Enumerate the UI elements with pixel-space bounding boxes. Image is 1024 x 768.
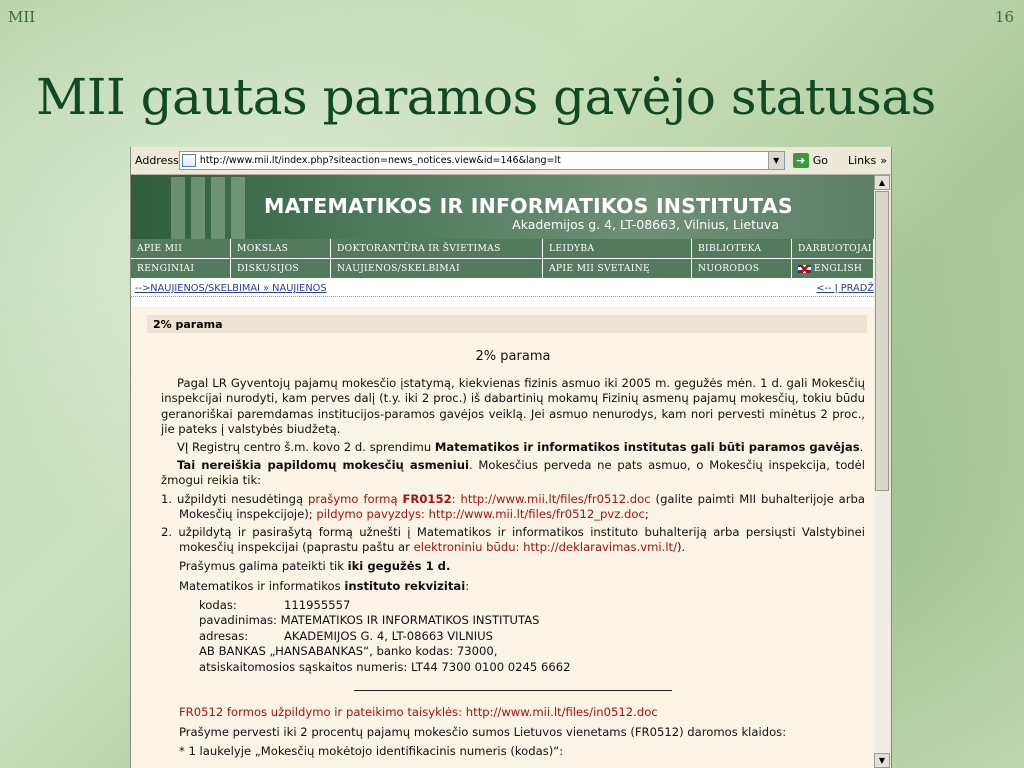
address-label: Address xyxy=(135,154,179,167)
institute-name: MATEMATIKOS IR INFORMATIKOS INSTITUTAS xyxy=(264,194,793,218)
site-nav xyxy=(131,239,874,278)
nav-row-2 xyxy=(131,259,874,278)
cut-line: * 1 laukelyje „Mokesčių mokėtojo identifikacinis numeris (kodas)“: xyxy=(179,743,564,758)
nav-apie-mii[interactable]: APIE MII xyxy=(131,239,230,258)
mii-logo-icon xyxy=(171,177,271,239)
nav-biblioteka[interactable]: BIBLIOTEKA xyxy=(692,239,791,258)
go-arrow-icon: ➔ xyxy=(793,153,809,168)
nav-darbuotojai[interactable]: DARBUOTOJAI xyxy=(792,239,873,258)
divider xyxy=(354,690,672,691)
uk-flag-icon xyxy=(798,265,811,273)
go-label: Go xyxy=(812,154,828,167)
para-3: Tai nereiškia papildomų mokesčių asmeniui. Mokesčius perveda ne pats asmuo, o Mokesčių inspekcija, todėl žmogui reikia tik: xyxy=(161,458,865,488)
address-value: AKADEMIJOS G. 4, LT-08663 VILNIUS xyxy=(284,628,494,643)
bank-line: AB BANKAS „HANSABANKAS“, banko kodas: 73000, xyxy=(199,644,498,659)
para-2: VĮ Registrų centro š.m. kovo 2 d. sprendimu Matematikos ir informatikos institutas gali būti paramos gavėjas. xyxy=(177,440,864,455)
requisites-heading: Matematikos ir informatikos instituto rekvizitai: xyxy=(179,578,470,593)
address-dropdown-icon[interactable]: ▼ xyxy=(768,152,784,169)
step-1: 1. užpildyti nesudėtingą prašymo formą FR0152: http://www.mii.lt/files/fr0512.doc (galite paimti MII buhalterijoje arba Mokesčių inspekcijoje); pildymo pavyzdys: http://www.mii.lt/files/fr0512_pvz.doc; xyxy=(161,491,865,521)
slide-number: 16 xyxy=(994,8,1014,26)
institute-address: Akademijos g. 4, LT-08663, Vilnius, Lietuva xyxy=(512,217,779,232)
site-header xyxy=(131,175,874,239)
article xyxy=(161,337,865,759)
e-declaration-link[interactable]: elektroniniu būdu: http://deklaravimas.vmi.lt/ xyxy=(413,540,677,555)
back-to-home-link[interactable]: <-- Į PRADŽ xyxy=(816,283,874,294)
scroll-thumb[interactable] xyxy=(875,191,889,491)
breadcrumb xyxy=(131,279,874,297)
rules-link[interactable]: FR0512 formos užpildymo ir pateikimo taisyklės: http://www.mii.lt/files/in0512.doc xyxy=(179,705,658,720)
nav-nuorodos[interactable]: NUORODOS xyxy=(692,259,791,278)
breadcrumb-link[interactable]: -->NAUJIENOS/SKELBIMAI » NAUJIENOS xyxy=(135,283,327,294)
content-area xyxy=(131,307,874,768)
para-1: Pagal LR Gyventojų pajamų mokesčio įstatymą, kiekvienas fizinis asmuo iki 2005 m. gegužės mėn. 1 d. gali Mokesčių inspekcijai nurodyti, kam perves dalį (t.y. iki 2 proc.) iš dabartinių mokamų Fizinių asmenų pajamų mokesčių, tokiu būdu geranoriškai paremdamas institucijos-paramos gavėjos veiklą. Jei asmuo nenurodys, kam nori pervesti minėtus 2 proc., jie pateks į valstybės biudžetą. xyxy=(161,376,865,436)
nav-english-label: ENGLISH xyxy=(814,263,863,274)
code-label: kodas: xyxy=(199,597,237,612)
slide-tag: MII xyxy=(8,8,36,26)
address-bar xyxy=(131,147,891,175)
nav-row-1 xyxy=(131,239,874,258)
nav-english[interactable] xyxy=(792,259,873,278)
section-heading: 2% parama xyxy=(147,315,867,333)
links-chevron-icon[interactable]: » xyxy=(880,154,887,167)
nav-renginiai[interactable]: RENGINIAI xyxy=(131,259,230,278)
nav-naujienos[interactable]: NAUJIENOS/SKELBIMAI xyxy=(331,259,542,278)
address-url[interactable]: http://www.mii.lt/index.php?siteaction=news_notices.view&id=146&lang=lt xyxy=(199,155,561,166)
account-line: atsiskaitomosios sąskaitos numeris: LT44 7300 0100 0245 6662 xyxy=(199,659,571,674)
address-input[interactable] xyxy=(179,151,785,170)
slide-title: MII gautas paramos gavėjo statusas xyxy=(36,68,936,126)
address-label-req: adresas: xyxy=(199,628,249,643)
nav-leidyba[interactable]: LEIDYBA xyxy=(543,239,691,258)
links-button[interactable]: Links xyxy=(848,154,877,167)
example-link[interactable]: pildymo pavyzdys: http://www.mii.lt/files/fr0512_pvz.doc xyxy=(316,506,645,521)
deadline-text: Prašymus galima pateikti tik iki gegužės 1 d. xyxy=(179,559,451,574)
scroll-up-icon[interactable]: ▲ xyxy=(874,175,890,190)
step-2: 2. užpildytą ir pasirašytą formą užnešti į Matematikos ir informatikos instituto buhalteriją arba persiųsti Valstybinei mokesčių inspekcijai (paprastu paštu ar elektroniniu būdu: http://deklaravimas.vmi.lt/). xyxy=(161,525,865,555)
code-value: 111955557 xyxy=(284,597,351,612)
page-icon xyxy=(182,154,196,167)
steps-list xyxy=(161,492,865,556)
browser-window xyxy=(130,147,892,768)
nav-apie-svetaine[interactable]: APIE MII SVETAINĘ xyxy=(543,259,691,278)
page-viewport xyxy=(131,175,874,768)
nav-diskusijos[interactable]: DISKUSIJOS xyxy=(231,259,330,278)
name-value: MATEMATIKOS IR INFORMATIKOS INSTITUTAS xyxy=(280,613,540,628)
go-button[interactable] xyxy=(793,153,828,168)
nav-doktorantura[interactable]: DOKTORANTŪRA IR ŠVIETIMAS xyxy=(331,239,542,258)
requisites-block xyxy=(161,598,865,676)
scroll-down-icon[interactable]: ▼ xyxy=(874,753,890,768)
article-title: 2% parama xyxy=(475,349,551,364)
last-paragraph: Prašyme pervesti iki 2 procentų pajamų mokesčio sumos Lietuvos vienetams (FR0512) daromos klaidos: xyxy=(179,724,787,739)
vertical-scrollbar[interactable] xyxy=(874,175,890,768)
name-label: pavadinimas: xyxy=(199,613,277,628)
form-link[interactable]: prašymo formą FR0152: http://www.mii.lt/files/fr0512.doc xyxy=(308,491,651,506)
nav-mokslas[interactable]: MOKSLAS xyxy=(231,239,330,258)
